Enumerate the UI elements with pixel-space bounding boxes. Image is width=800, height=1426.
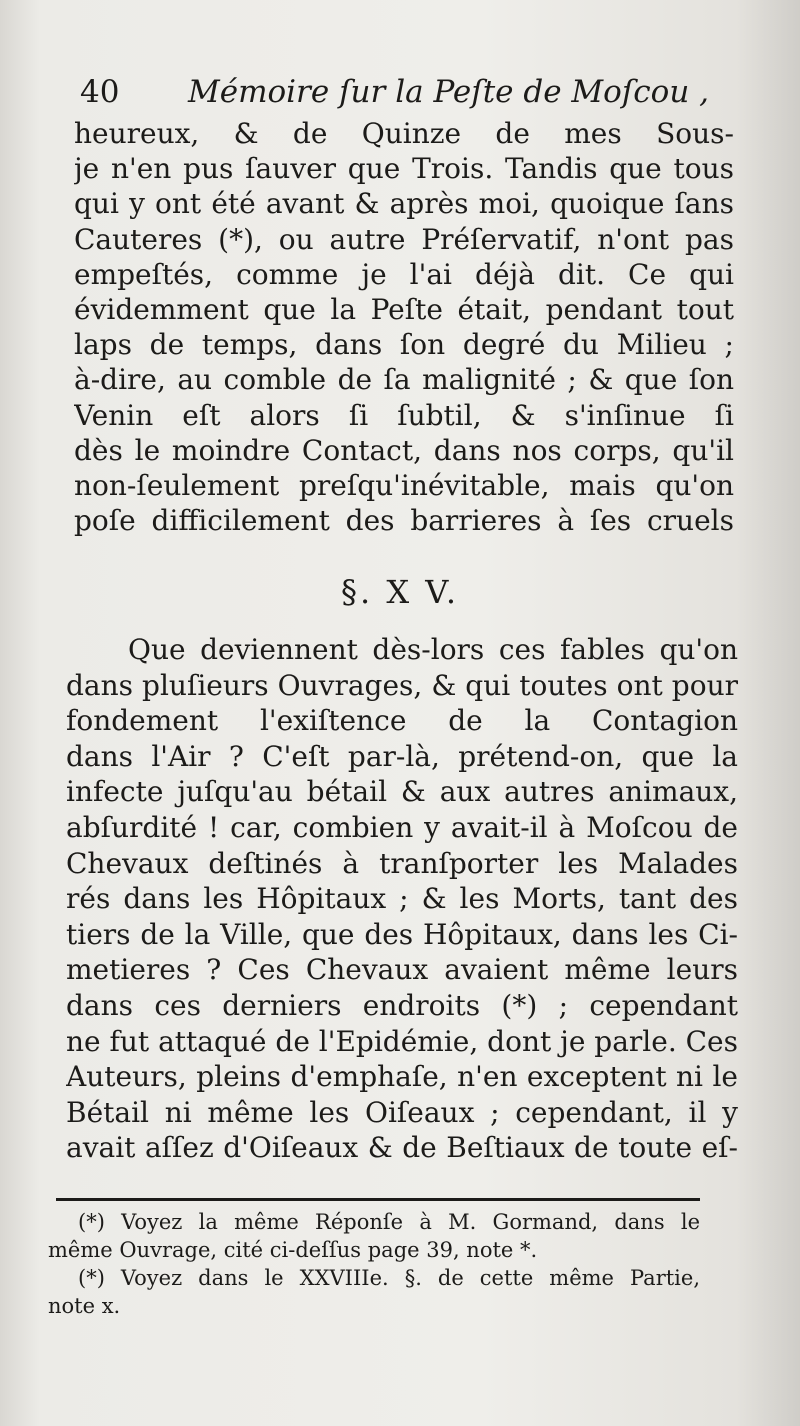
text-line: fondement l'exiſtence de la Contagion bbox=[66, 704, 738, 738]
text-line: abſurdité ! car, combien y avait-il à Moſcou de bbox=[66, 810, 738, 844]
paragraph-2 bbox=[66, 632, 738, 1166]
text-line: laps de temps, dans ſon degré du Milieu ; bbox=[74, 328, 734, 362]
text-line: qui y ont été avant & après moi, quoique ſans bbox=[74, 187, 734, 221]
footnote-line: note x. bbox=[48, 1294, 121, 1318]
text-line: dans pluſieurs Ouvrages, & qui toutes ont pour bbox=[66, 668, 738, 702]
text-line: empeſtés, comme je l'ai déjà dit. Ce qui bbox=[74, 257, 734, 291]
text-line: tiers de la Ville, que des Hôpitaux, dans les Ci- bbox=[66, 917, 738, 951]
footnote-line: même Ouvrage, cité ci-deſſus page 39, note *. bbox=[48, 1238, 538, 1262]
footnotes bbox=[48, 1208, 700, 1320]
text-line: poſe difficilement des barrieres à ſes cruels bbox=[74, 504, 734, 538]
running-title: Mémoire ſur la Peſte de Moſcou , bbox=[188, 74, 710, 110]
text-line: rés dans les Hôpitaux ; & les Morts, tant des bbox=[66, 882, 738, 916]
paragraph-1 bbox=[74, 116, 734, 538]
footnote-rule bbox=[56, 1198, 700, 1201]
page-header bbox=[80, 72, 710, 112]
text-line: évidemment que la Peſte était, pendant tout bbox=[74, 292, 734, 326]
text-line: Venin eſt alors ſi ſubtil, & s'inſinue ſi bbox=[74, 398, 734, 432]
page-number: 40 bbox=[80, 74, 120, 110]
footnote-line: (*) Voyez dans le XXVIIIe. §. de cette même Partie, bbox=[78, 1266, 700, 1290]
text-line: Auteurs, pleins d'emphaſe, n'en exceptent ni le bbox=[66, 1060, 738, 1094]
text-line: dès le moindre Contact, dans nos corps, qu'il bbox=[74, 433, 734, 467]
text-line: infecte juſqu'au bétail & aux autres animaux, bbox=[66, 775, 738, 809]
text-line: ne fut attaqué de l'Epidémie, dont je parle. Ces bbox=[66, 1024, 738, 1058]
text-line: avait aſſez d'Oiſeaux & de Beſtiaux de toute eſ- bbox=[66, 1131, 738, 1165]
text-line: à-dire, au comble de ſa malignité ; & que ſon bbox=[74, 363, 734, 397]
text-line: dans l'Air ? C'eſt par-là, prétend-on, que la bbox=[66, 739, 738, 773]
text-line: non-ſeulement preſqu'inévitable, mais qu'on bbox=[74, 468, 734, 502]
text-line: heureux, & de Quinze de mes Sous- bbox=[74, 117, 734, 150]
footnote-line: (*) Voyez la même Réponſe à M. Gormand, dans le bbox=[78, 1210, 700, 1234]
section-heading: §. X V. bbox=[341, 573, 459, 611]
text-line: dans ces derniers endroits (*) ; cependant bbox=[66, 988, 738, 1022]
text-line: Que deviennent dès-lors ces fables qu'on bbox=[128, 633, 738, 666]
text-line: Cauteres (*), ou autre Préſervatif, n'ont pas bbox=[74, 222, 734, 256]
text-line: metieres ? Ces Chevaux avaient même leurs bbox=[66, 953, 738, 987]
text-line: Bétail ni même les Oiſeaux ; cependant, il y bbox=[66, 1095, 738, 1129]
text-line: Chevaux deſtinés à tranſporter les Malades bbox=[66, 846, 738, 880]
text-line: je n'en pus ſauver que Trois. Tandis que tous bbox=[74, 152, 734, 186]
